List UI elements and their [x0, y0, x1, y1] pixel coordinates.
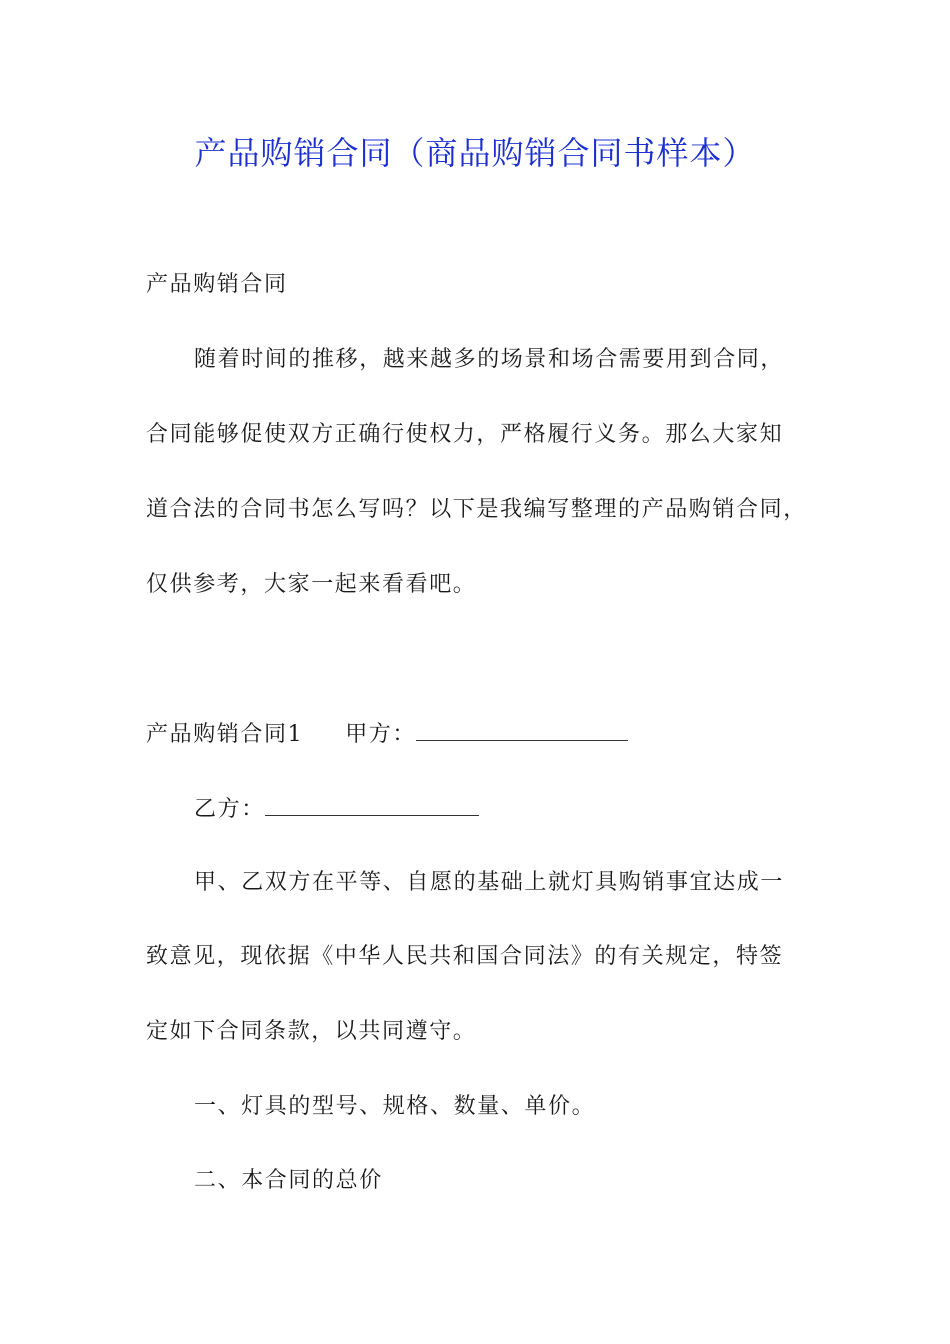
document-title: 产品购销合同（商品购销合同书样本） — [194, 134, 756, 172]
party-a-blank-line[interactable] — [416, 718, 628, 741]
body-line-2: 致意见，现依据《中华人民共和国合同法》的有关规定，特签 — [146, 944, 784, 969]
party-a-label: 甲方： — [345, 722, 417, 747]
party-b-label: 乙方： — [194, 797, 265, 822]
party-b-blank-line[interactable] — [265, 793, 479, 816]
intro-line-4: 仅供参考，大家一起来看看吧。 — [146, 572, 477, 597]
clause-2: 二、本合同的总价 — [194, 1168, 383, 1193]
intro-line-1: 随着时间的推移，越来越多的场景和场合需要用到合同， — [194, 347, 785, 372]
section-heading: 产品购销合同 — [146, 272, 288, 297]
contract-heading-row — [146, 718, 628, 750]
clause-1: 一、灯具的型号、规格、数量、单价。 — [194, 1094, 596, 1119]
body-line-3: 定如下合同条款，以共同遵守。 — [146, 1019, 477, 1044]
body-line-1: 甲、乙双方在平等、自愿的基础上就灯具购销事宜达成一 — [194, 870, 785, 895]
intro-line-2: 合同能够促使双方正确行使权力，严格履行义务。那么大家知 — [146, 422, 784, 447]
party-b-row — [194, 793, 479, 825]
contract-heading: 产品购销合同1 — [146, 722, 304, 747]
intro-line-3: 道合法的合同书怎么写吗？以下是我编写整理的产品购销合同， — [146, 497, 807, 522]
